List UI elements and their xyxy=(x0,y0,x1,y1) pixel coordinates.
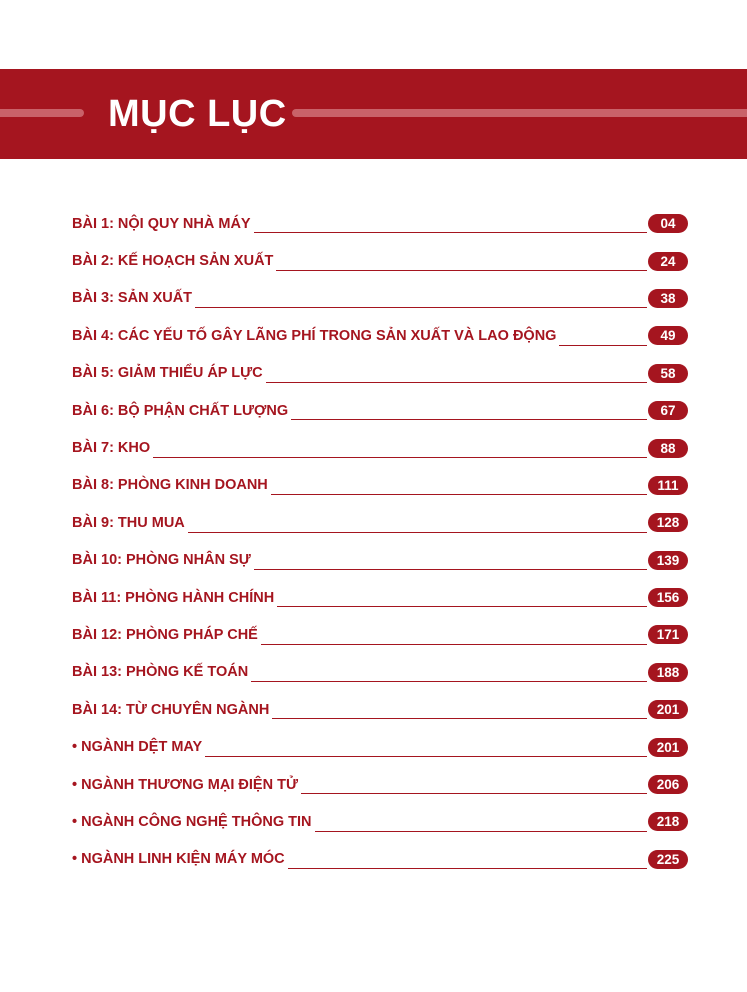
banner-stripe-left xyxy=(0,109,84,117)
toc-entry[interactable] xyxy=(72,654,688,691)
toc-page-badge: 206 xyxy=(648,775,688,794)
toc-leader-line xyxy=(301,793,647,794)
toc-page-badge: 156 xyxy=(648,588,688,607)
table-of-contents xyxy=(72,205,688,878)
toc-page-badge: 88 xyxy=(648,439,688,458)
toc-page-badge: 171 xyxy=(648,625,688,644)
toc-page-badge: 58 xyxy=(648,364,688,383)
toc-entry[interactable] xyxy=(72,280,688,317)
toc-entry-label: BÀI 6: BỘ PHẬN CHẤT LƯỢNG xyxy=(72,402,289,419)
toc-leader-line xyxy=(291,419,647,420)
toc-leader-line xyxy=(272,718,647,719)
toc-page-badge: 49 xyxy=(648,326,688,345)
toc-entry[interactable] xyxy=(72,691,688,728)
toc-subentry[interactable] xyxy=(72,841,688,878)
toc-entry-label: BÀI 1: NỘI QUY NHÀ MÁY xyxy=(72,215,251,232)
toc-entry-label: BÀI 7: KHO xyxy=(72,440,151,457)
toc-subentry[interactable] xyxy=(72,803,688,840)
toc-page-badge: 111 xyxy=(648,476,688,495)
toc-entry[interactable] xyxy=(72,355,688,392)
toc-leader-line xyxy=(277,606,647,607)
toc-subentry[interactable] xyxy=(72,728,688,765)
toc-entry[interactable] xyxy=(72,467,688,504)
toc-entry-label: BÀI 9: THU MUA xyxy=(72,514,185,531)
toc-leader-line xyxy=(276,270,647,271)
toc-leader-line xyxy=(288,868,647,869)
toc-leader-line xyxy=(254,232,647,233)
toc-page-badge: 04 xyxy=(648,214,688,233)
toc-entry-label: BÀI 11: PHÒNG HÀNH CHÍNH xyxy=(72,589,275,606)
page-title: MỤC LỤC xyxy=(108,93,287,135)
toc-entry[interactable] xyxy=(72,317,688,354)
toc-leader-line xyxy=(266,382,647,383)
toc-entry[interactable] xyxy=(72,616,688,653)
toc-leader-line xyxy=(315,831,648,832)
toc-page-badge: 139 xyxy=(648,551,688,570)
toc-entry[interactable] xyxy=(72,579,688,616)
toc-entry-label: BÀI 3: SẢN XUẤT xyxy=(72,290,193,307)
toc-subentry[interactable] xyxy=(72,766,688,803)
toc-entry-label: BÀI 4: CÁC YẾU TỐ GÂY LÃNG PHÍ TRONG SẢN XUẤT VÀ LAO ĐỘNG xyxy=(72,327,557,344)
toc-entry-label: BÀI 2: KẾ HOẠCH SẢN XUẤT xyxy=(72,253,274,270)
toc-page-badge: 24 xyxy=(648,252,688,271)
title-banner xyxy=(0,69,747,159)
toc-page-badge: 218 xyxy=(648,812,688,831)
toc-leader-line xyxy=(195,307,647,308)
toc-page-badge: 225 xyxy=(648,850,688,869)
toc-page-badge: 201 xyxy=(648,700,688,719)
toc-leader-line xyxy=(188,532,647,533)
toc-page-badge: 128 xyxy=(648,513,688,532)
toc-entry-label: BÀI 14: TỪ CHUYÊN NGÀNH xyxy=(72,701,270,718)
toc-leader-line xyxy=(251,681,647,682)
toc-entry-label: BÀI 8: PHÒNG KINH DOANH xyxy=(72,477,268,494)
toc-page-badge: 188 xyxy=(648,663,688,682)
toc-leader-line xyxy=(271,494,647,495)
toc-leader-line xyxy=(254,569,647,570)
toc-page-badge: 67 xyxy=(648,401,688,420)
toc-entry[interactable] xyxy=(72,429,688,466)
toc-subentry-label: • NGÀNH DỆT MAY xyxy=(72,739,203,756)
toc-entry[interactable] xyxy=(72,205,688,242)
toc-entry-label: BÀI 5: GIẢM THIỂU ÁP LỰC xyxy=(72,365,263,382)
toc-page-badge: 38 xyxy=(648,289,688,308)
toc-page-badge: 201 xyxy=(648,738,688,757)
toc-subentry-label: • NGÀNH THƯƠNG MẠI ĐIỆN TỬ xyxy=(72,776,298,793)
toc-entry[interactable] xyxy=(72,504,688,541)
toc-entry[interactable] xyxy=(72,542,688,579)
toc-subentry-label: • NGÀNH CÔNG NGHỆ THÔNG TIN xyxy=(72,813,312,830)
toc-subentry-label: • NGÀNH LINH KIỆN MÁY MÓC xyxy=(72,851,285,868)
toc-entry[interactable] xyxy=(72,392,688,429)
toc-leader-line xyxy=(261,644,647,645)
toc-entry-label: BÀI 10: PHÒNG NHÂN SỰ xyxy=(72,552,251,569)
toc-leader-line xyxy=(205,756,647,757)
toc-leader-line xyxy=(153,457,647,458)
banner-stripe-right xyxy=(292,109,747,117)
toc-entry[interactable] xyxy=(72,242,688,279)
toc-leader-line xyxy=(559,345,647,346)
toc-entry-label: BÀI 12: PHÒNG PHÁP CHẾ xyxy=(72,626,258,643)
toc-entry-label: BÀI 13: PHÒNG KẾ TOÁN xyxy=(72,664,249,681)
